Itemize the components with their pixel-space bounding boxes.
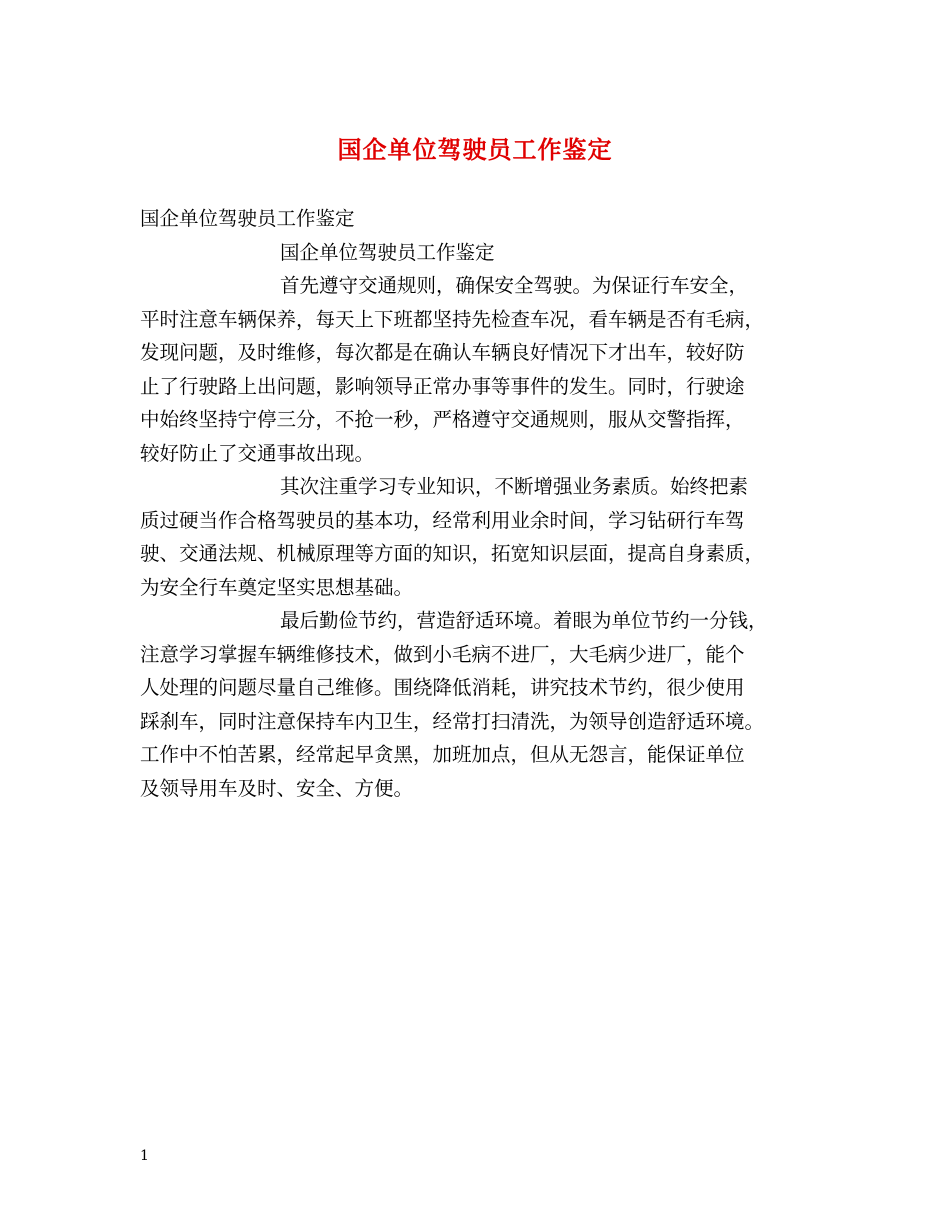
paragraph-line: 较好防止了交通事故出现。 — [140, 441, 375, 465]
paragraph-line: 及领导用车及时、安全、方便。 — [140, 776, 414, 800]
paragraph-line: 止了行驶路上出问题，影响领导正常办事等事件的发生。同时，行驶途 — [140, 374, 745, 398]
paragraph-1 — [140, 269, 830, 470]
paragraph-line: 驶、交通法规、机械原理等方面的知识，拓宽知识层面，提高自身素质， — [140, 542, 765, 565]
document-body — [140, 202, 830, 805]
paragraph-2 — [140, 470, 830, 604]
paragraph-line: 人处理的问题尽量自己维修。围绕降低消耗，讲究技术节约，很少使用 — [140, 676, 745, 699]
subtitle: 国企单位驾驶员工作鉴定 — [140, 207, 355, 230]
paragraph-line: 发现问题，及时维修，每次都是在确认车辆良好情况下才出车，较好防 — [140, 341, 745, 364]
paragraph-line: 中始终坚持宁停三分，不抢一秒，严格遵守交通规则，服从交警指挥， — [140, 408, 745, 431]
paragraph-line: 平时注意车辆保养，每天上下班都坚持先检查车况，看车辆是否有毛病， — [140, 307, 765, 331]
paragraph-3 — [140, 604, 830, 805]
paragraph-line: 工作中不怕苦累，经常起早贪黑，加班加点，但从无怨言，能保证单位 — [140, 743, 745, 766]
paragraph-line: 注意学习掌握车辆维修技术，做到小毛病不进厂，大毛病少进厂，能个 — [140, 642, 745, 666]
paragraph-line: 首先遵守交通规则，确保安全驾驶。为保证行车安全， — [280, 274, 749, 297]
paragraph-line: 踩刹车，同时注意保持车内卫生，经常打扫清洗，为领导创造舒适环境。 — [140, 709, 765, 733]
paragraph-line: 最后勤俭节约，营造舒适环境。着眼为单位节约一分钱， — [280, 609, 768, 632]
paragraph-line: 其次注重学习专业知识，不断增强业务素质。始终把素 — [280, 475, 749, 498]
paragraph-line: 质过硬当作合格驾驶员的基本功，经常利用业余时间，学习钻研行车驾 — [140, 508, 745, 532]
heading: 国企单位驾驶员工作鉴定 — [280, 240, 495, 264]
page-number: 1 — [140, 1148, 149, 1164]
paragraph-line: 为安全行车奠定坚实思想基础。 — [140, 575, 414, 599]
document-title: 国企单位驾驶员工作鉴定 — [337, 135, 613, 164]
